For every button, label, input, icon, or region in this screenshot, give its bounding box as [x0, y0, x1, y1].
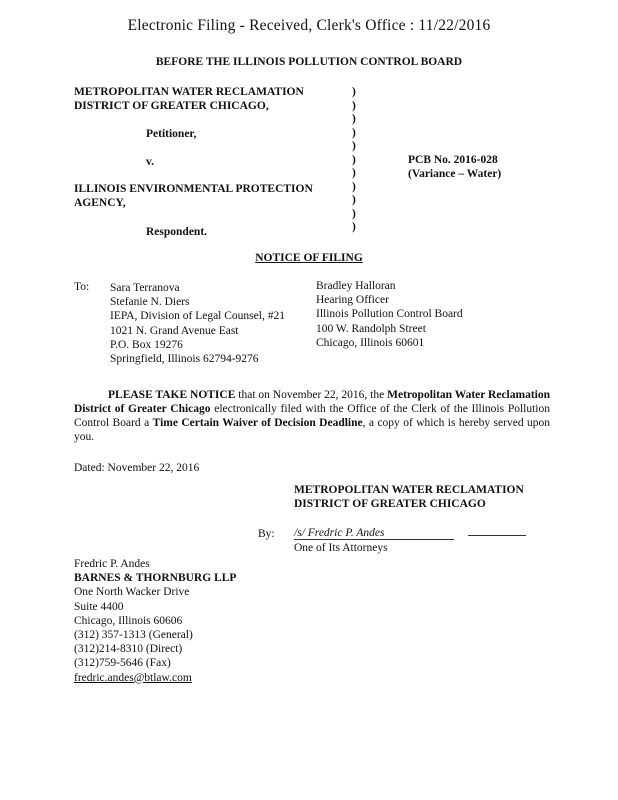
court-heading: BEFORE THE ILLINOIS POLLUTION CONTROL BOARD: [155, 56, 463, 68]
recipient-line: P.O. Box 19276: [110, 338, 183, 351]
recipient-line: Illinois Pollution Control Board: [316, 308, 463, 321]
recipient-line: 100 W. Randolph Street: [316, 322, 426, 335]
notice-title: NOTICE OF FILING: [255, 252, 363, 264]
attorney-name: Fredric P. Andes: [74, 558, 150, 570]
notice-text: , a copy of which is hereby served upon you.: [74, 417, 550, 443]
recipient-line: Hearing Officer: [316, 294, 389, 307]
caption-paren: ): [352, 126, 356, 139]
recipient-line: IEPA, Division of Legal Counsel, #21: [110, 310, 285, 323]
caption-paren: ): [352, 140, 356, 152]
recipient-line: Bradley Halloran: [316, 280, 396, 292]
notice-document: Time Certain Waiver of Decision Deadline: [152, 417, 363, 429]
caption-divider: [352, 86, 356, 235]
caption-paren: ): [352, 167, 356, 179]
recipient-line: 1021 N. Grand Avenue East: [110, 324, 239, 337]
attorney-address-line: One North Wacker Drive: [74, 586, 190, 599]
attorney-block: [74, 557, 236, 685]
respondent-name-line-2: AGENCY,: [74, 197, 126, 209]
recipient-line: Springfield, Illinois 62794-9276: [110, 353, 259, 366]
notice-text: that on November 22, 2016, the: [235, 389, 388, 401]
by-label: By:: [258, 528, 275, 540]
caption-paren: ): [352, 194, 356, 206]
signature-org-line-2: DISTRICT OF GREATER CHICAGO: [294, 498, 486, 510]
case-type: (Variance – Water): [408, 168, 502, 180]
caption-paren: ): [352, 207, 356, 220]
signature-underline: [468, 535, 526, 536]
attorney-address-line: Suite 4400: [74, 600, 124, 613]
case-number: PCB No. 2016-028: [408, 154, 498, 166]
versus-label: v.: [146, 156, 154, 168]
notice-text: electronically filed with the Office of the Clerk of the Illinois Pollution Control Board a: [74, 403, 550, 429]
petitioner-name-line-1: METROPOLITAN WATER RECLAMATION: [74, 86, 304, 98]
recipients-left: [110, 281, 285, 366]
caption-paren: ): [352, 99, 356, 112]
respondent-role: Respondent.: [146, 226, 208, 238]
attorney-phone: (312) 357-1313 (General): [74, 629, 193, 642]
caption-paren: ): [352, 113, 356, 125]
petitioner-name-line-2: DISTRICT OF GREATER CHICAGO,: [74, 100, 269, 112]
caption-paren: ): [352, 221, 356, 233]
caption-paren: ): [352, 153, 356, 166]
notice-paragraph: [74, 388, 550, 444]
attorney-phone: (312)214-8310 (Direct): [74, 643, 183, 656]
signature-org-line-1: METROPOLITAN WATER RECLAMATION: [294, 484, 524, 496]
signature-line: [294, 527, 526, 540]
attorney-email-link[interactable]: fredric.andes@btlaw.com: [74, 671, 192, 684]
attorney-firm: BARNES & THORNBURG LLP: [74, 572, 237, 585]
electronic-filing-stamp: Electronic Filing - Received, Clerk's Office : 11/22/2016: [127, 17, 491, 34]
signature-role: One of Its Attorneys: [294, 542, 388, 554]
notice-org: Metropolitan Water Reclamation District of Greater Chicago: [74, 389, 551, 415]
to-label: To:: [74, 281, 90, 293]
notice-lead: PLEASE TAKE NOTICE: [108, 389, 236, 401]
signature-text: /s/ Fredric P. Andes: [294, 527, 454, 540]
petitioner-role: Petitioner,: [146, 128, 197, 140]
caption-paren: ): [352, 180, 356, 193]
recipients-right: [316, 279, 463, 350]
recipient-line: Chicago, Illinois 60601: [316, 336, 425, 349]
attorney-address-line: Chicago, Illinois 60606: [74, 614, 183, 627]
recipient-line: Sara Terranova: [110, 282, 180, 294]
recipient-line: Stefanie N. Diers: [110, 296, 190, 309]
respondent-name-line-1: ILLINOIS ENVIRONMENTAL PROTECTION: [74, 183, 313, 195]
attorney-phone: (312)759-5646 (Fax): [74, 657, 171, 670]
dated-line: Dated: November 22, 2016: [74, 462, 200, 474]
caption-paren: ): [352, 86, 356, 98]
